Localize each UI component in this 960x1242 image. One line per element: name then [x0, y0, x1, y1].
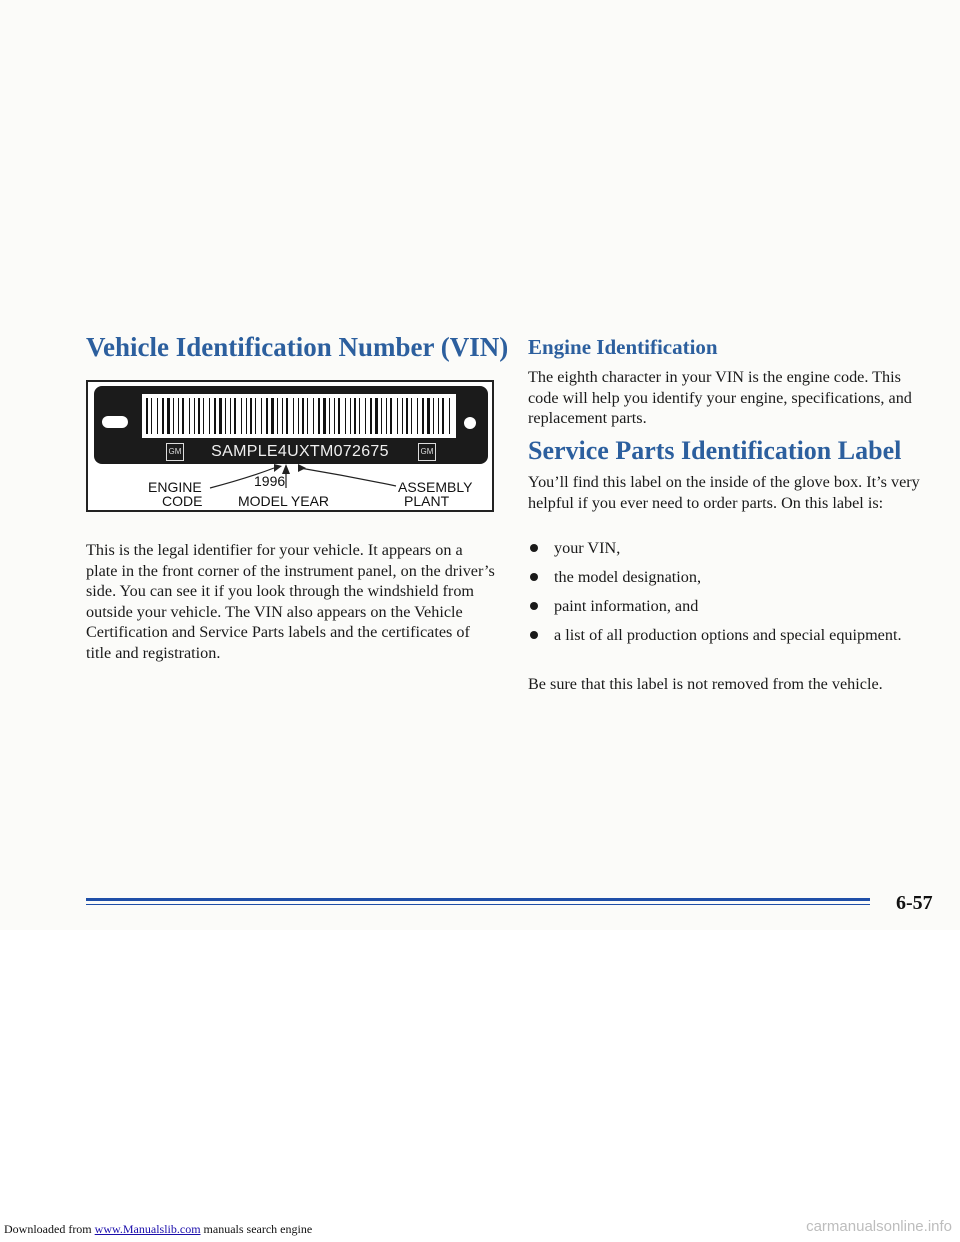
list-item-text: the model designation,: [554, 568, 702, 586]
engine-heading: Engine Identification: [528, 335, 718, 359]
list-item: [528, 596, 928, 617]
vin-code: SAMPLE4UXTM072675: [211, 443, 389, 460]
watermark: carmanualsonline.info: [806, 1218, 952, 1235]
service-paragraph: You’ll find this label on the inside of the glove box. It’s very helpful if you ever need to order parts. On this label is:: [528, 473, 920, 512]
list-item: [528, 625, 928, 646]
vin-heading: Vehicle Identification Number (VIN): [86, 332, 509, 362]
label-code: CODE: [162, 493, 203, 509]
download-prefix: Downloaded from: [4, 1222, 92, 1236]
vin-paragraph: This is the legal identifier for your vehicle. It appears on a plate in the front corner of the instrument panel, on the driver’s side. You can see it if you look through the windshield from outside your vehicle. The VIN also appears on the Vehicle Certification and Service Parts labels and the certificates of title and registration.: [86, 541, 495, 662]
bullet-icon: [530, 602, 538, 610]
label-year: 1996: [254, 473, 286, 489]
manualslib-link[interactable]: www.Manualslib.com: [94, 1222, 201, 1236]
label-plant: PLANT: [404, 493, 450, 509]
service-heading: Service Parts Identification Label: [528, 436, 902, 465]
list-item-text: paint information, and: [554, 597, 699, 615]
download-suffix: manuals search engine: [203, 1222, 313, 1236]
bullet-icon: [530, 573, 538, 581]
label-model-year: MODEL YEAR: [238, 493, 330, 509]
label-assembly: ASSEMBLY: [398, 479, 473, 495]
bullet-icon: [530, 631, 538, 639]
page-number: 6-57: [896, 892, 933, 914]
list-item: [528, 538, 928, 559]
download-footer: [4, 1222, 312, 1237]
service-closing-paragraph: Be sure that this label is not removed from the vehicle.: [528, 675, 883, 693]
list-item-text: your VIN,: [554, 539, 621, 557]
service-label-list: [528, 538, 928, 654]
list-item: [528, 567, 928, 588]
footer-rule: [86, 898, 870, 908]
vin-plate-figure: [86, 380, 494, 512]
gm-logo-icon: GM: [166, 443, 184, 461]
list-item-text: a list of all production options and special equipment.: [554, 626, 902, 644]
bullet-icon: [530, 544, 538, 552]
engine-paragraph: The eighth character in your VIN is the engine code. This code will help you identify your engine, specifications, and replacement parts.: [528, 368, 912, 427]
label-engine: ENGINE: [148, 479, 202, 495]
gm-logo-icon: GM: [418, 443, 436, 461]
